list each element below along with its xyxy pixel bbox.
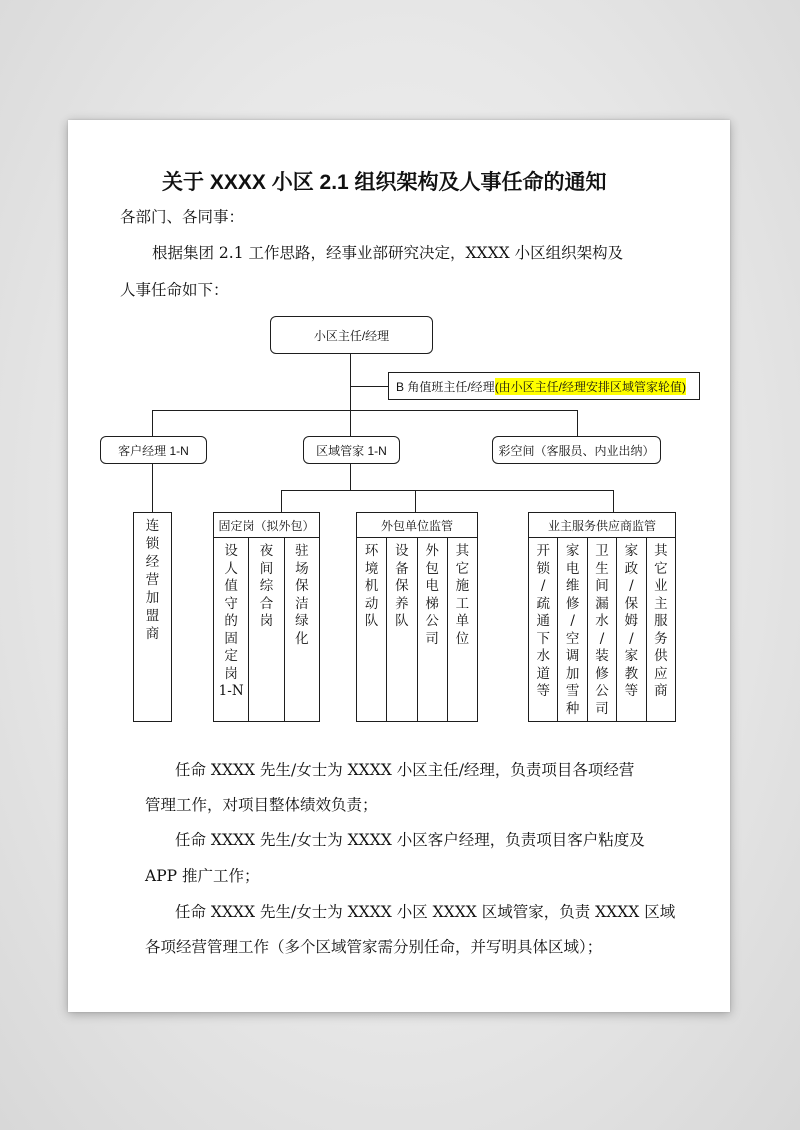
vertical-glyph: 营 [145, 572, 160, 588]
area-steward-node [303, 436, 400, 464]
salutation: 各部门、各同事： [120, 208, 245, 226]
vertical-glyph: 应 [654, 665, 668, 682]
vertical-glyph: 岗 [259, 613, 274, 629]
vertical-glyph: 包 [425, 560, 439, 577]
appointment-2-line-2: APP 推广工作； [145, 867, 260, 885]
connector-outsource [415, 490, 416, 512]
vertical-glyph: 教 [624, 665, 639, 682]
root-node [270, 316, 433, 354]
vertical-glyph: 外 [425, 543, 439, 559]
vertical-glyph: 队 [364, 613, 379, 629]
connector-area-steward [350, 410, 351, 436]
vertical-glyph: 疏 [536, 595, 550, 612]
vertical-glyph: 供 [654, 648, 668, 664]
vertical-glyph: 经 [145, 554, 160, 570]
vertical-glyph: 水 [595, 613, 609, 629]
vertical-glyph: / [570, 613, 575, 629]
vertical-glyph: 盟 [145, 608, 160, 624]
vertical-glyph: 卫 [595, 543, 609, 559]
column-fixed-post-1 [214, 538, 249, 721]
vertical-glyph: 它 [654, 560, 668, 577]
vertical-glyph: 公 [425, 613, 439, 629]
vertical-glyph: 设 [395, 543, 409, 559]
column-owner-service-3 [588, 538, 617, 721]
vertical-glyph: 雪 [565, 683, 580, 699]
vertical-glyph: 家 [624, 543, 639, 559]
vertical-glyph: / [629, 630, 634, 647]
connector-fixed-post [281, 490, 282, 512]
chain-franchise-node [133, 512, 172, 722]
vertical-glyph: 种 [565, 700, 580, 717]
vertical-glyph: 维 [565, 578, 580, 594]
vertical-glyph: 下 [536, 630, 550, 647]
color-space-node [492, 436, 661, 464]
vertical-glyph: 洁 [295, 595, 309, 612]
vertical-glyph: 动 [364, 595, 379, 612]
customer-manager-node [100, 436, 207, 464]
vertical-glyph: 服 [654, 613, 668, 629]
vertical-glyph: 合 [259, 595, 274, 612]
vertical-glyph: 漏 [595, 595, 609, 612]
vertical-glyph: 守 [224, 595, 238, 612]
connector-level2-bar [152, 410, 578, 411]
group-fixed-post-columns [214, 538, 319, 721]
group-owner-service-columns [529, 538, 675, 721]
vertical-glyph: / [540, 578, 546, 594]
vertical-glyph: 人 [224, 560, 238, 577]
column-owner-service-2 [558, 538, 587, 721]
vertical-glyph: 设 [224, 543, 238, 559]
appointment-1-line-2: 管理工作，对项目整体绩效负责； [145, 796, 378, 814]
column-owner-service-4 [617, 538, 646, 721]
connector-owner-service [613, 490, 614, 512]
appointment-3-line-1: 任命 XXXX 先生/女士为 XXXX 小区 XXXX 区域管家，负责 XXXX 区域 [175, 903, 676, 921]
appointment-3-line-2: 各项经营管理工作（多个区域管家需分别任命，并写明具体区域）； [145, 938, 603, 956]
vertical-glyph: 业 [654, 578, 668, 594]
vertical-glyph: 空 [565, 630, 580, 647]
vertical-glyph: 1-N [218, 683, 244, 699]
vertical-glyph: 司 [425, 630, 439, 647]
group-fixed-post-title: 固定岗（拟外包） [214, 513, 319, 538]
vertical-glyph: 保 [624, 595, 639, 612]
vertical-glyph: 司 [595, 700, 609, 717]
vertical-glyph: 综 [259, 578, 274, 594]
vertical-glyph: 施 [455, 578, 470, 594]
vertical-glyph: 等 [624, 683, 639, 699]
vertical-glyph: / [599, 630, 605, 647]
connector-color-space [577, 410, 578, 436]
vertical-glyph: 养 [395, 595, 409, 612]
vertical-glyph: 调 [565, 648, 580, 664]
vertical-glyph: 机 [364, 578, 379, 594]
vertical-glyph: 务 [654, 630, 668, 647]
vertical-glyph: 的 [224, 613, 238, 629]
deputy-node-label: B 角值班主任/经理 [396, 379, 495, 394]
group-outsource [356, 512, 478, 722]
vertical-glyph: 间 [595, 578, 609, 594]
connector-deputy [350, 386, 388, 387]
group-outsource-title: 外包单位监管 [357, 513, 477, 538]
vertical-glyph: 夜 [259, 543, 274, 559]
vertical-glyph: 间 [259, 560, 274, 577]
vertical-glyph: 固 [224, 630, 238, 647]
group-owner-service [528, 512, 676, 722]
vertical-glyph: 梯 [425, 595, 439, 612]
vertical-glyph: 场 [295, 560, 309, 577]
column-fixed-post-2 [249, 538, 284, 721]
vertical-glyph: 值 [224, 578, 238, 594]
group-owner-service-title: 业主服务供应商监管 [529, 513, 675, 538]
vertical-glyph: 加 [565, 665, 580, 682]
vertical-glyph: 锁 [536, 560, 550, 577]
connector-chain-franchise [152, 464, 153, 512]
vertical-glyph: 工 [455, 595, 470, 612]
deputy-note-highlight: (由小区主任/经理安排区域管家轮值) [494, 379, 687, 394]
root-node-label: 小区主任/经理 [313, 328, 390, 343]
customer-manager-label: 客户经理 1-N [118, 443, 189, 458]
vertical-glyph: 水 [536, 648, 550, 664]
vertical-glyph: 生 [595, 560, 609, 577]
vertical-glyph: 保 [395, 578, 409, 594]
vertical-glyph: 通 [536, 613, 550, 629]
vertical-glyph: 姆 [624, 613, 639, 629]
vertical-glyph: 加 [145, 590, 160, 606]
vertical-glyph: 主 [654, 595, 668, 612]
vertical-glyph: 境 [364, 560, 379, 577]
vertical-glyph: / [629, 578, 634, 594]
vertical-glyph: 单 [455, 613, 470, 629]
intro-line-2: 人事任命如下： [120, 281, 229, 299]
column-outsource-1 [357, 538, 387, 721]
vertical-glyph: 保 [295, 578, 309, 594]
vertical-glyph: 政 [624, 560, 639, 577]
vertical-glyph: 定 [224, 648, 238, 664]
vertical-glyph: 化 [295, 630, 309, 647]
vertical-glyph: 装 [595, 648, 609, 664]
vertical-glyph: 它 [455, 560, 470, 577]
color-space-label: 彩空间（客服员、内业出纳） [498, 443, 655, 458]
vertical-glyph: 开 [536, 543, 550, 559]
group-outsource-columns [357, 538, 477, 721]
vertical-glyph: 电 [425, 578, 439, 594]
vertical-glyph: 岗 [224, 665, 238, 682]
deputy-node [388, 372, 700, 400]
vertical-glyph: 位 [455, 630, 470, 647]
group-fixed-post [213, 512, 320, 722]
column-owner-service-1 [529, 538, 558, 721]
vertical-glyph: 备 [395, 560, 409, 577]
appointment-2-line-1: 任命 XXXX 先生/女士为 XXXX 小区客户经理，负责项目客户粘度及 [175, 831, 645, 849]
area-steward-label: 区域管家 1-N [316, 443, 387, 458]
vertical-glyph: 家 [565, 543, 580, 559]
vertical-glyph: 其 [654, 543, 668, 559]
column-outsource-3 [418, 538, 448, 721]
connector-root-down [350, 354, 351, 410]
vertical-glyph: 驻 [295, 543, 309, 559]
vertical-glyph: 修 [595, 665, 609, 682]
document-title: 关于 XXXX 小区 2.1 组织架构及人事任命的通知 [162, 171, 607, 194]
vertical-glyph: 绿 [295, 613, 309, 629]
vertical-glyph: 等 [536, 683, 550, 699]
vertical-glyph: 商 [654, 683, 668, 699]
connector-area-steward-down [350, 464, 351, 490]
connector-level3-bar [281, 490, 614, 491]
vertical-glyph: 锁 [145, 536, 160, 552]
intro-line-1: 根据集团 2.1 工作思路，经事业部研究决定，XXXX 小区组织架构及 [152, 244, 624, 262]
vertical-glyph: 连 [145, 518, 160, 534]
vertical-glyph: 家 [624, 648, 639, 664]
vertical-glyph: 商 [145, 626, 160, 642]
column-outsource-2 [387, 538, 417, 721]
column-fixed-post-3 [285, 538, 319, 721]
vertical-glyph: 道 [536, 665, 550, 682]
column-outsource-4 [448, 538, 477, 721]
vertical-glyph: 其 [455, 543, 470, 559]
vertical-glyph: 修 [565, 595, 580, 612]
vertical-glyph: 公 [595, 683, 609, 699]
appointment-1-line-1: 任命 XXXX 先生/女士为 XXXX 小区主任/经理，负责项目各项经营 [175, 761, 635, 779]
column-owner-service-5 [647, 538, 675, 721]
connector-customer-manager [152, 410, 153, 436]
vertical-glyph: 电 [565, 560, 580, 577]
vertical-glyph: 环 [364, 543, 379, 559]
vertical-glyph: 队 [395, 613, 409, 629]
